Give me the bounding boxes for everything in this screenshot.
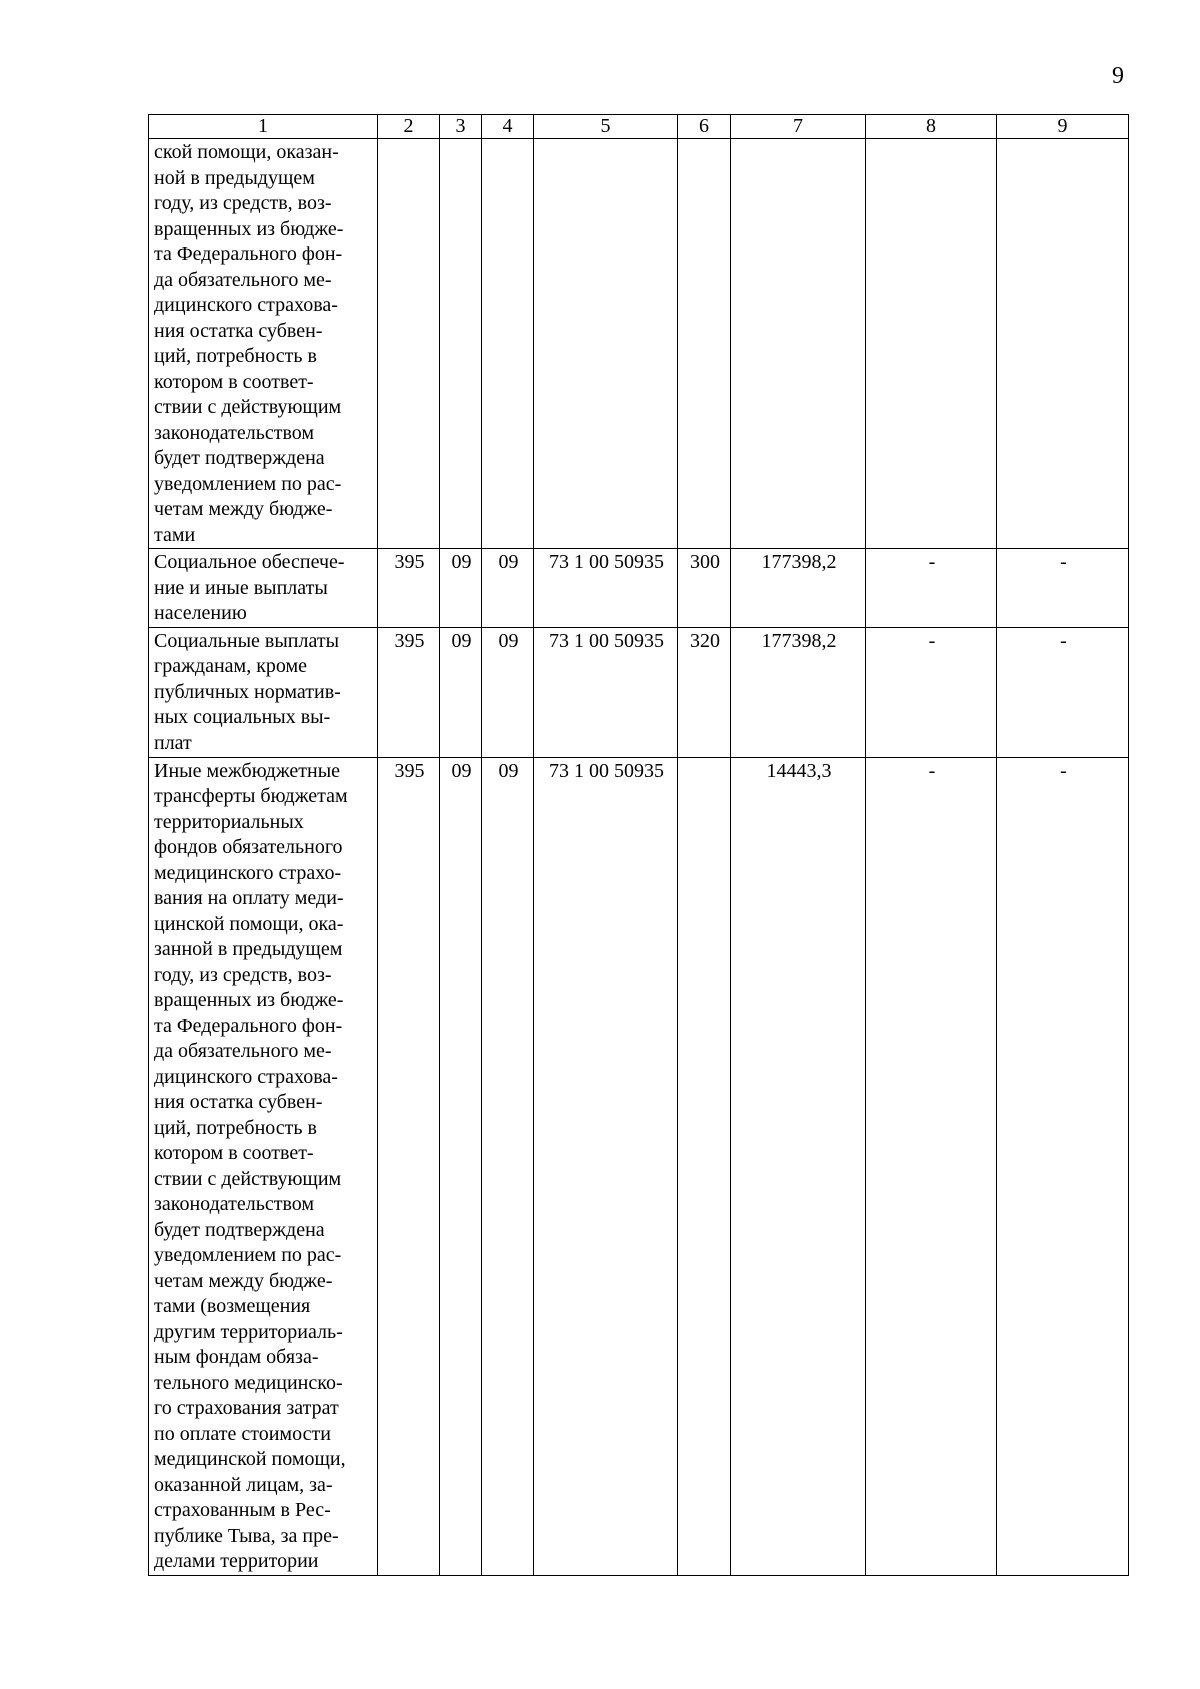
cell-col8 xyxy=(866,139,997,549)
row-description: ской помощи, оказан- ной в предыдущем году, из средств, воз- вращенных из бюдже- та Федерального фон- да обязательного ме- дицинского страхова- ния остатка субвен- ций, потребность в котором в соответ- ствии с действующим законодательством будет подтверждена уведомлением по рас- четам между бюдже- тами xyxy=(149,139,378,549)
cell-subsection: 09 xyxy=(482,627,534,757)
budget-table xyxy=(148,114,1129,1576)
column-header: 8 xyxy=(866,115,997,139)
cell-section: 09 xyxy=(440,757,482,1575)
table-row xyxy=(149,139,1129,549)
column-header: 2 xyxy=(378,115,440,139)
table-row xyxy=(149,549,1129,628)
cell-col9: - xyxy=(997,549,1129,628)
cell-subsection: 09 xyxy=(482,549,534,628)
column-header: 1 xyxy=(149,115,378,139)
cell-amount: 177398,2 xyxy=(731,549,866,628)
cell-col8: - xyxy=(866,627,997,757)
table-header-row xyxy=(149,115,1129,139)
table-row xyxy=(149,757,1129,1575)
page-number: 9 xyxy=(1112,63,1124,89)
cell-section xyxy=(440,139,482,549)
cell-expense-type xyxy=(678,757,731,1575)
column-header: 6 xyxy=(678,115,731,139)
cell-col9: - xyxy=(997,627,1129,757)
cell-expense-type xyxy=(678,139,731,549)
cell-section: 09 xyxy=(440,627,482,757)
cell-expense-type: 320 xyxy=(678,627,731,757)
cell-target-article: 73 1 00 50935 xyxy=(534,549,678,628)
row-description: Иные межбюджетные трансферты бюджетам территориальных фондов обязательного медицинского страхо- вания на оплату меди- цинской помощи, ока- занной в предыдущем году, из средств, воз- вращенных из бюдже- та Федерального фон- да обязательного ме- дицинского страхова- ния остатка субвен- ций, потребность в котором в соответ- ствии с действующим законодательством будет подтверждена уведомлением по рас- четам между бюдже- тами (возмещения другим территориаль- ным фондам обяза- тельного медицинско- го страхования затрат по оплате стоимости медицинской помощи, оказанной лицам, за- страхованным в Рес- публике Тыва, за пре- делами территории xyxy=(149,757,378,1575)
row-description: Социальные выплаты гражданам, кроме публичных норматив- ных социальных вы- плат xyxy=(149,627,378,757)
cell-ministry-code: 395 xyxy=(378,549,440,628)
cell-ministry-code: 395 xyxy=(378,627,440,757)
cell-col8: - xyxy=(866,549,997,628)
cell-col9: - xyxy=(997,757,1129,1575)
column-header: 5 xyxy=(534,115,678,139)
cell-target-article: 73 1 00 50935 xyxy=(534,757,678,1575)
column-header: 7 xyxy=(731,115,866,139)
cell-section: 09 xyxy=(440,549,482,628)
table-row xyxy=(149,627,1129,757)
cell-expense-type: 300 xyxy=(678,549,731,628)
column-header: 9 xyxy=(997,115,1129,139)
cell-target-article: 73 1 00 50935 xyxy=(534,627,678,757)
cell-amount xyxy=(731,139,866,549)
cell-subsection xyxy=(482,139,534,549)
cell-ministry-code: 395 xyxy=(378,757,440,1575)
cell-target-article xyxy=(534,139,678,549)
cell-amount: 14443,3 xyxy=(731,757,866,1575)
cell-subsection: 09 xyxy=(482,757,534,1575)
column-header: 3 xyxy=(440,115,482,139)
column-header: 4 xyxy=(482,115,534,139)
cell-amount: 177398,2 xyxy=(731,627,866,757)
cell-col9 xyxy=(997,139,1129,549)
row-description: Социальное обеспече- ние и иные выплаты населению xyxy=(149,549,378,628)
cell-col8: - xyxy=(866,757,997,1575)
cell-ministry-code xyxy=(378,139,440,549)
